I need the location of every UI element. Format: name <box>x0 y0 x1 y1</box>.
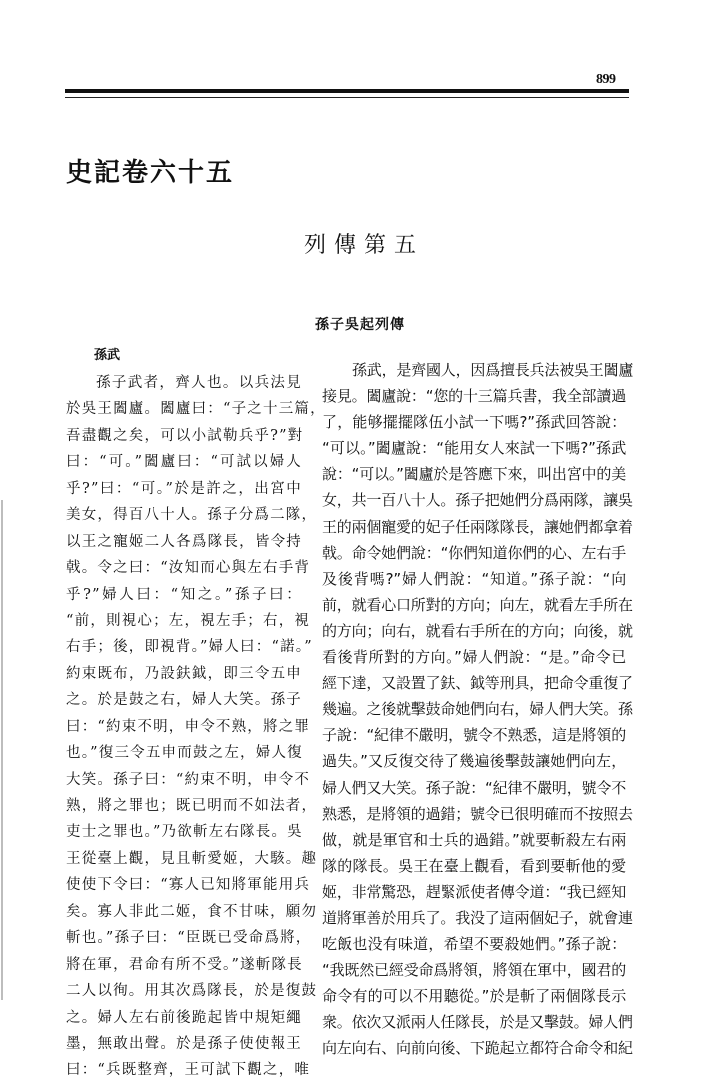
header-rule-thin <box>65 97 629 98</box>
classical-text-line: 熟，將之罪也；既已明而不如法者， <box>66 798 318 814</box>
classical-text-line: 以王之寵姬二人各爲隊長，皆令持 <box>66 533 302 550</box>
modern-translation-line: 王的兩個寵愛的妃子任兩隊隊長，讓她們都拿着 <box>322 517 633 536</box>
volume-title: 史記卷六十五 <box>66 158 235 188</box>
classical-text-line: 王從臺上觀，見且斬愛姬，大駭。趣 <box>66 850 318 867</box>
classical-text-line: 曰：“可。”闔廬曰：“可試以婦人 <box>66 454 302 471</box>
modern-translation-line: 隊的隊長。吳王在臺上觀看，看到要斬他的愛 <box>322 856 626 875</box>
modern-translation-line: 前，就看心口所對的方向；向左，就看左手所在 <box>322 595 633 614</box>
modern-translation-line: 說：“可以。”闔廬於是答應下來，叫出宮中的美 <box>322 465 626 484</box>
classical-text-line: 約束既布，乃設鈇鉞，即三令五申 <box>66 665 302 682</box>
modern-translation-column <box>322 358 634 1063</box>
classical-text-line: 曰：“約束不明，申令不熟，將之罪 <box>66 718 311 735</box>
classical-text-line: 大笑。孫子曰：“約束不明，申令不 <box>66 771 311 788</box>
classical-text-line: 墨，無敢出聲。於是孫子使使報王 <box>66 1035 302 1052</box>
modern-translation-line: 過失。”又反復交待了幾遍後擊鼓讓她們向左， <box>322 752 626 771</box>
classical-text-line: 二人以徇。用其次爲隊長，於是復鼓 <box>66 983 318 1000</box>
classical-text-line: 將在軍，君命有所不受。”遂斬隊長 <box>66 956 303 973</box>
modern-translation-line: 及後背嗎?”婦人們說：“知道。”孫子說：“向 <box>322 569 626 588</box>
chapter-title: 列傳第五 <box>303 233 424 258</box>
classical-text-line: 吾盡觀之矣，可以小試勒兵乎?”對 <box>66 427 304 444</box>
modern-translation-line: 吃飯也没有味道，希望不要殺她們。”孫子說： <box>322 935 626 954</box>
header-rule-thick <box>65 89 629 93</box>
classical-text-line: 戟。令之曰：“汝知而心與左右手背 <box>66 560 311 577</box>
classical-text-line: 之。於是鼓之右，婦人大笑。孫子 <box>66 692 302 709</box>
classical-text-line: 斬也。”孫子曰：“臣既已受命爲將， <box>66 930 312 947</box>
chapter-subtitle: 孫子吳起列傳 <box>315 317 405 333</box>
modern-translation-line: 道將軍善於用兵了。我没了這兩個妃子，就會連 <box>322 908 633 927</box>
classical-text-line: 於吳王闔廬。闔廬曰：“子之十三篇， <box>66 401 326 418</box>
classical-text-line: 曰：“兵既整齊，王可試下觀之，唯 <box>66 1062 311 1079</box>
modern-translation-line: 的方向；向右，就看右手所在的方向；向後，就 <box>322 621 633 640</box>
classical-text-line: 孫子武者，齊人也。以兵法見 <box>96 375 302 391</box>
classical-text-line: 之。婦人左右前後跪起皆中規矩繩 <box>66 1009 302 1026</box>
modern-translation-line: 經下達，又設置了鈇、鉞等刑具，把命令重復了 <box>322 674 633 693</box>
modern-translation-line: 衆。依次又派兩人任隊長，於是又擊鼓。婦人們 <box>322 1013 633 1032</box>
classical-text-line: 使使下令曰：“寡人已知將軍能用兵 <box>66 877 311 894</box>
modern-translation-line: 子說：“紀律不嚴明，號令不熟悉，這是將領的 <box>322 726 626 745</box>
classical-text-line: 右手；後，即視背。”婦人曰：“諾。” <box>66 639 313 656</box>
scan-edge <box>1 500 3 1000</box>
modern-translation-line: 了，能够擺擺隊伍小試一下嗎?”孫武回答說： <box>322 413 626 432</box>
modern-translation-line: 婦人們又大笑。孫子說：“紀律不嚴明，號令不 <box>322 778 626 797</box>
modern-translation-line: “可以。”闔廬說：“能用女人來試一下嗎?”孫武 <box>322 439 626 458</box>
modern-translation-line: 戟。命令她們說：“你們知道你們的心、左右手 <box>322 543 626 562</box>
classical-text-line: 也。”復三令五申而鼓之左，婦人復 <box>66 745 303 762</box>
classical-text-column <box>66 371 326 1085</box>
classical-text-line: “前，則視心；左，視左手；右，視 <box>66 612 311 629</box>
classical-text-line: 乎?”婦人曰：“知之。”孫子曰： <box>66 586 302 603</box>
modern-translation-line: 向左向右、向前向後、下跪起立都符合命令和紀 <box>322 1039 633 1058</box>
modern-translation-line: 女，共一百八十人。孫子把她們分爲兩隊，讓吳 <box>322 491 633 510</box>
modern-translation-line: “我既然已經受命爲將領，將領在軍中，國君的 <box>322 961 626 980</box>
modern-translation-line: 孫武，是齊國人，因爲擅長兵法被吳王闔廬 <box>352 361 634 379</box>
classical-text-line: 吏士之罪也。”乃欲斬左右隊長。吳 <box>66 824 303 841</box>
modern-translation-line: 姬，非常驚恐，趕緊派使者傳令道：“我已經知 <box>322 882 626 901</box>
page-number: 899 <box>596 72 616 87</box>
modern-translation-line: 看後背所對的方向。”婦人們說：“是。”命令已 <box>322 648 626 667</box>
modern-translation-line: 做，就是軍官和士兵的過錯。”就要斬殺左右兩 <box>322 830 626 849</box>
classical-text-line: 美女，得百八十人。孫子分爲二隊， <box>66 507 318 524</box>
classical-text-line: 乎?”曰：“可。”於是許之，出宮中 <box>66 480 302 497</box>
modern-translation-line: 命令有的可以不用聽從。”於是斬了兩個隊長示 <box>322 987 626 1006</box>
modern-translation-line: 接見。闔廬說：“您的十三篇兵書，我全部讀過 <box>322 387 626 406</box>
section-heading: 孫武 <box>94 348 121 363</box>
classical-text-line: 矣。寡人非此二姬，食不甘味，願勿 <box>66 903 318 920</box>
modern-translation-line: 幾遍。之後就擊鼓命她們向右，婦人們大笑。孫 <box>322 700 633 719</box>
modern-translation-line: 熟悉，是將領的過錯；號令已很明確而不按照去 <box>322 804 633 823</box>
